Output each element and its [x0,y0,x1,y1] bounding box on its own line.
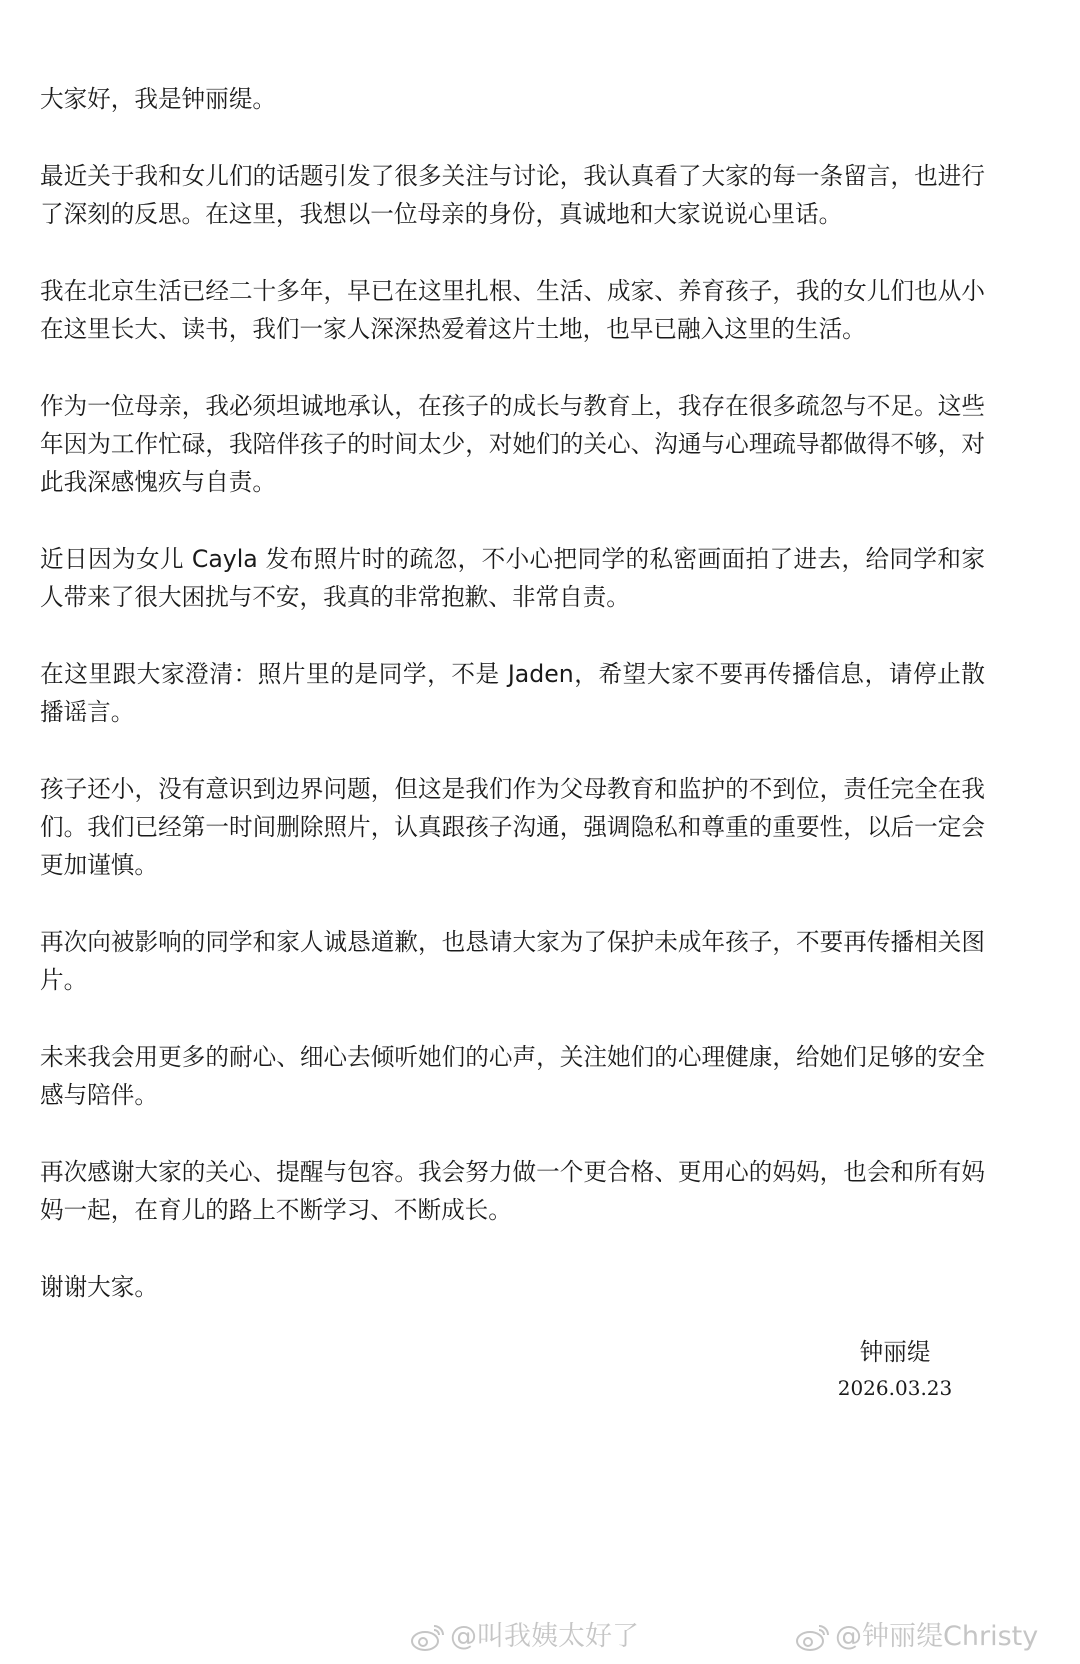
paragraph: 未来我会用更多的耐心、细心去倾听她们的心声，关注她们的心理健康，给她们足够的安全感与陪伴。 [40,1043,985,1109]
paragraph: 再次感谢大家的关心、提醒与包容。我会努力做一个更合格、更用心的妈妈，也会和所有妈妈一起，在育儿的路上不断学习、不断成长。 [40,1158,985,1224]
paragraph: 最近关于我和女儿们的话题引发了很多关注与讨论，我认真看了大家的每一条留言，也进行了深刻的反思。在这里，我想以一位母亲的身份，真诚地和大家说说心里话。 [40,162,985,228]
signature-date: 2026.03.23 [837,1376,953,1400]
paragraph-closing: 谢谢大家。 [40,1273,158,1301]
paragraph: 再次向被影响的同学和家人诚恳道歉，也恳请大家为了保护未成年孩子，不要再传播相关图片。 [40,928,985,994]
watermark-right-text: @钟丽缇Christy [835,1621,1039,1652]
paragraph: 在这里跟大家澄清：照片里的是同学，不是 Jaden，希望大家不要再传播信息，请停止散播谣言。 [40,660,985,726]
watermark-left-text: @叫我姨太好了 [450,1621,639,1652]
signature-block [820,1333,970,1405]
watermark-right [795,1620,1038,1654]
paragraph: 孩子还小，没有意识到边界问题，但这是我们作为父母教育和监护的不到位，责任完全在我们。我们已经第一时间删除照片，认真跟孩子沟通，强调隐私和尊重的重要性，以后一定会更加谨慎。 [40,775,985,879]
letter-body [40,80,985,1345]
weibo-icon [410,1622,446,1652]
watermark-bar [0,1612,1080,1664]
paragraph: 近日因为女儿 Cayla 发布照片时的疏忽，不小心把同学的私密画面拍了进去，给同学和家人带来了很大困扰与不安，我真的非常抱歉、非常自责。 [40,545,985,611]
paragraph: 我在北京生活已经二十多年，早已在这里扎根、生活、成家、养育孩子，我的女儿们也从小在这里长大、读书，我们一家人深深热爱着这片土地，也早已融入这里的生活。 [40,277,985,343]
paragraph-greeting: 大家好，我是钟丽缇。 [40,85,276,113]
paragraph: 作为一位母亲，我必须坦诚地承认，在孩子的成长与教育上，我存在很多疏忽与不足。这些年因为工作忙碌，我陪伴孩子的时间太少，对她们的关心、沟通与心理疏导都做得不够，对此我深感愧疚与自责。 [40,392,985,496]
signature-name: 钟丽缇 [859,1338,931,1366]
weibo-icon [795,1622,831,1652]
watermark-left [410,1620,639,1654]
